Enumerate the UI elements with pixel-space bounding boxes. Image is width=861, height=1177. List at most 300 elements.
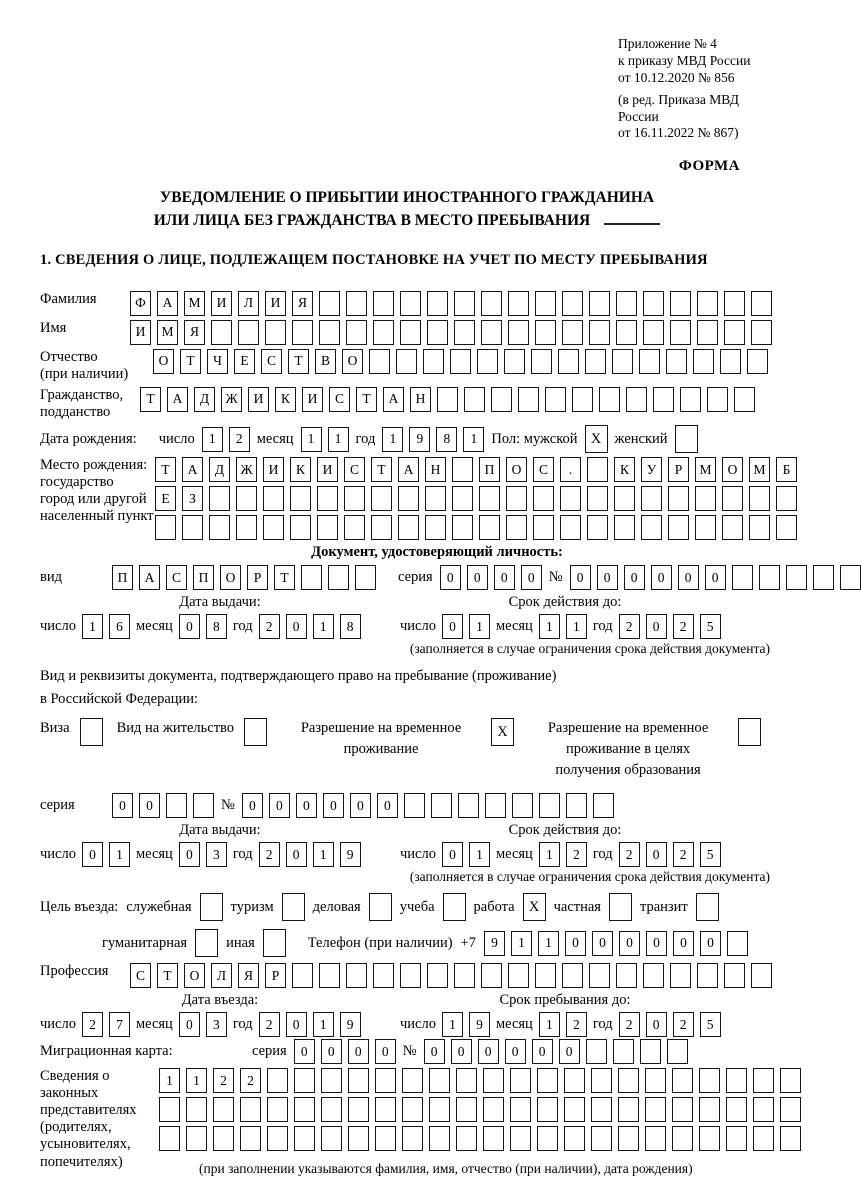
char-cell[interactable] xyxy=(668,515,689,540)
char-cell[interactable] xyxy=(749,486,770,511)
char-cell[interactable]: 0 xyxy=(597,565,618,590)
char-cell[interactable]: 0 xyxy=(505,1039,526,1064)
char-cell[interactable] xyxy=(614,486,635,511)
sex-female-checkbox[interactable] xyxy=(675,425,698,453)
entry-year-cells[interactable] xyxy=(259,1012,361,1037)
char-cell[interactable] xyxy=(506,486,527,511)
char-cell[interactable]: 0 xyxy=(521,565,542,590)
char-cell[interactable] xyxy=(533,515,554,540)
char-cell[interactable]: 0 xyxy=(321,1039,342,1064)
char-cell[interactable]: 2 xyxy=(619,842,640,867)
char-cell[interactable] xyxy=(425,515,446,540)
char-cell[interactable]: И xyxy=(317,457,338,482)
char-cell[interactable] xyxy=(238,320,259,345)
char-cell[interactable] xyxy=(645,1126,666,1151)
char-cell[interactable]: 0 xyxy=(440,565,461,590)
char-cell[interactable] xyxy=(666,349,687,374)
char-cell[interactable]: 0 xyxy=(424,1039,445,1064)
char-cell[interactable]: 0 xyxy=(242,793,263,818)
char-cell[interactable]: 0 xyxy=(294,1039,315,1064)
char-cell[interactable] xyxy=(301,565,322,590)
char-cell[interactable] xyxy=(263,515,284,540)
char-cell[interactable]: 2 xyxy=(259,1012,280,1037)
char-cell[interactable]: Я xyxy=(184,320,205,345)
char-cell[interactable] xyxy=(355,565,376,590)
char-cell[interactable] xyxy=(454,291,475,316)
char-cell[interactable] xyxy=(348,1126,369,1151)
char-cell[interactable]: 0 xyxy=(179,1012,200,1037)
char-cell[interactable] xyxy=(344,486,365,511)
char-cell[interactable] xyxy=(641,486,662,511)
char-cell[interactable] xyxy=(564,1126,585,1151)
char-cell[interactable]: Е xyxy=(234,349,255,374)
char-cell[interactable] xyxy=(209,515,230,540)
char-cell[interactable]: 2 xyxy=(673,614,694,639)
char-cell[interactable]: 2 xyxy=(673,1012,694,1037)
char-cell[interactable] xyxy=(346,963,367,988)
char-cell[interactable] xyxy=(456,1068,477,1093)
char-cell[interactable] xyxy=(616,320,637,345)
char-cell[interactable]: 2 xyxy=(259,614,280,639)
char-cell[interactable]: У xyxy=(641,457,662,482)
issue-day-cells[interactable] xyxy=(82,614,130,639)
birth-place-cells-row3[interactable] xyxy=(155,515,797,540)
char-cell[interactable] xyxy=(510,1097,531,1122)
char-cell[interactable] xyxy=(643,320,664,345)
char-cell[interactable] xyxy=(616,963,637,988)
char-cell[interactable] xyxy=(545,387,566,412)
char-cell[interactable] xyxy=(240,1126,261,1151)
char-cell[interactable] xyxy=(562,320,583,345)
sex-male-checkbox[interactable]: X xyxy=(585,425,608,453)
char-cell[interactable] xyxy=(400,320,421,345)
char-cell[interactable]: 0 xyxy=(323,793,344,818)
char-cell[interactable] xyxy=(672,1126,693,1151)
char-cell[interactable] xyxy=(726,1068,747,1093)
char-cell[interactable] xyxy=(749,515,770,540)
char-cell[interactable] xyxy=(398,515,419,540)
char-cell[interactable] xyxy=(786,565,807,590)
rvp-issue-month-cells[interactable] xyxy=(179,842,227,867)
char-cell[interactable] xyxy=(479,486,500,511)
purpose-commercial-checkbox[interactable] xyxy=(369,893,392,921)
char-cell[interactable]: Р xyxy=(247,565,268,590)
identity-doc-number-cells[interactable] xyxy=(570,565,861,590)
char-cell[interactable]: 0 xyxy=(619,931,640,956)
char-cell[interactable]: 0 xyxy=(442,842,463,867)
purpose-business-checkbox[interactable] xyxy=(200,893,223,921)
char-cell[interactable] xyxy=(402,1097,423,1122)
char-cell[interactable] xyxy=(776,486,797,511)
char-cell[interactable]: 2 xyxy=(213,1068,234,1093)
char-cell[interactable]: 9 xyxy=(469,1012,490,1037)
name-cells[interactable] xyxy=(130,320,772,345)
char-cell[interactable]: П xyxy=(479,457,500,482)
char-cell[interactable]: Б xyxy=(776,457,797,482)
char-cell[interactable]: 1 xyxy=(382,427,403,452)
char-cell[interactable] xyxy=(618,1097,639,1122)
char-cell[interactable]: С xyxy=(344,457,365,482)
char-cell[interactable]: 0 xyxy=(179,614,200,639)
char-cell[interactable]: С xyxy=(166,565,187,590)
char-cell[interactable] xyxy=(535,320,556,345)
char-cell[interactable] xyxy=(464,387,485,412)
char-cell[interactable] xyxy=(667,1039,688,1064)
char-cell[interactable]: 7 xyxy=(109,1012,130,1037)
char-cell[interactable]: 1 xyxy=(511,931,532,956)
char-cell[interactable]: 2 xyxy=(619,1012,640,1037)
char-cell[interactable]: 0 xyxy=(286,1012,307,1037)
char-cell[interactable] xyxy=(481,963,502,988)
char-cell[interactable] xyxy=(209,486,230,511)
char-cell[interactable]: 2 xyxy=(619,614,640,639)
char-cell[interactable]: 9 xyxy=(340,842,361,867)
char-cell[interactable]: К xyxy=(275,387,296,412)
char-cell[interactable]: И xyxy=(211,291,232,316)
char-cell[interactable] xyxy=(292,963,313,988)
char-cell[interactable]: 9 xyxy=(484,931,505,956)
char-cell[interactable] xyxy=(427,291,448,316)
char-cell[interactable]: 0 xyxy=(592,931,613,956)
char-cell[interactable]: 1 xyxy=(538,931,559,956)
char-cell[interactable] xyxy=(780,1068,801,1093)
profession-cells[interactable] xyxy=(130,963,772,988)
char-cell[interactable] xyxy=(166,793,187,818)
char-cell[interactable]: 0 xyxy=(705,565,726,590)
char-cell[interactable]: Е xyxy=(155,486,176,511)
char-cell[interactable] xyxy=(589,963,610,988)
char-cell[interactable] xyxy=(479,515,500,540)
char-cell[interactable]: 0 xyxy=(646,842,667,867)
char-cell[interactable] xyxy=(483,1126,504,1151)
stay-year-cells[interactable] xyxy=(619,1012,721,1037)
char-cell[interactable] xyxy=(452,457,473,482)
char-cell[interactable]: 5 xyxy=(700,1012,721,1037)
char-cell[interactable] xyxy=(159,1097,180,1122)
char-cell[interactable] xyxy=(348,1068,369,1093)
char-cell[interactable]: З xyxy=(182,486,203,511)
expiry-day-cells[interactable] xyxy=(442,614,490,639)
char-cell[interactable]: 1 xyxy=(463,427,484,452)
char-cell[interactable] xyxy=(672,1097,693,1122)
char-cell[interactable] xyxy=(618,1068,639,1093)
char-cell[interactable] xyxy=(645,1068,666,1093)
char-cell[interactable]: 0 xyxy=(348,1039,369,1064)
char-cell[interactable] xyxy=(400,291,421,316)
char-cell[interactable] xyxy=(400,963,421,988)
char-cell[interactable] xyxy=(587,486,608,511)
char-cell[interactable] xyxy=(670,291,691,316)
char-cell[interactable] xyxy=(560,486,581,511)
char-cell[interactable] xyxy=(263,486,284,511)
char-cell[interactable]: 0 xyxy=(646,614,667,639)
char-cell[interactable] xyxy=(722,486,743,511)
purpose-other-checkbox[interactable] xyxy=(263,929,286,957)
char-cell[interactable] xyxy=(485,793,506,818)
char-cell[interactable] xyxy=(182,515,203,540)
char-cell[interactable] xyxy=(599,387,620,412)
char-cell[interactable] xyxy=(346,291,367,316)
char-cell[interactable]: О xyxy=(722,457,743,482)
char-cell[interactable] xyxy=(751,320,772,345)
char-cell[interactable]: А xyxy=(398,457,419,482)
char-cell[interactable] xyxy=(616,291,637,316)
char-cell[interactable] xyxy=(373,963,394,988)
char-cell[interactable] xyxy=(429,1126,450,1151)
char-cell[interactable] xyxy=(562,963,583,988)
char-cell[interactable]: 1 xyxy=(202,427,223,452)
char-cell[interactable] xyxy=(431,793,452,818)
rvp-issue-year-cells[interactable] xyxy=(259,842,361,867)
citizenship-cells[interactable] xyxy=(140,387,755,412)
char-cell[interactable]: 6 xyxy=(109,614,130,639)
char-cell[interactable]: 2 xyxy=(229,427,250,452)
char-cell[interactable]: 0 xyxy=(494,565,515,590)
char-cell[interactable] xyxy=(693,349,714,374)
char-cell[interactable] xyxy=(626,387,647,412)
char-cell[interactable] xyxy=(317,486,338,511)
char-cell[interactable] xyxy=(727,931,748,956)
char-cell[interactable] xyxy=(726,1097,747,1122)
char-cell[interactable] xyxy=(640,1039,661,1064)
char-cell[interactable]: Т xyxy=(155,457,176,482)
char-cell[interactable]: С xyxy=(130,963,151,988)
char-cell[interactable]: А xyxy=(167,387,188,412)
char-cell[interactable]: 0 xyxy=(269,793,290,818)
patronymic-cells[interactable] xyxy=(153,349,768,374)
rvp-issue-day-cells[interactable] xyxy=(82,842,130,867)
char-cell[interactable] xyxy=(427,963,448,988)
char-cell[interactable]: Т xyxy=(157,963,178,988)
char-cell[interactable] xyxy=(294,1068,315,1093)
char-cell[interactable]: Ф xyxy=(130,291,151,316)
char-cell[interactable] xyxy=(321,1068,342,1093)
char-cell[interactable] xyxy=(267,1068,288,1093)
char-cell[interactable] xyxy=(404,793,425,818)
char-cell[interactable] xyxy=(724,963,745,988)
char-cell[interactable] xyxy=(614,515,635,540)
char-cell[interactable] xyxy=(292,320,313,345)
char-cell[interactable] xyxy=(697,320,718,345)
char-cell[interactable] xyxy=(477,349,498,374)
option-residence-permit-checkbox[interactable] xyxy=(244,718,267,746)
char-cell[interactable] xyxy=(508,963,529,988)
char-cell[interactable]: Ж xyxy=(221,387,242,412)
char-cell[interactable]: 8 xyxy=(340,614,361,639)
char-cell[interactable] xyxy=(481,320,502,345)
char-cell[interactable]: Т xyxy=(274,565,295,590)
char-cell[interactable] xyxy=(240,1097,261,1122)
char-cell[interactable] xyxy=(537,1068,558,1093)
char-cell[interactable]: Т xyxy=(371,457,392,482)
char-cell[interactable] xyxy=(504,349,525,374)
char-cell[interactable]: 1 xyxy=(159,1068,180,1093)
char-cell[interactable]: М xyxy=(695,457,716,482)
char-cell[interactable]: И xyxy=(265,291,286,316)
char-cell[interactable] xyxy=(707,387,728,412)
char-cell[interactable] xyxy=(585,349,606,374)
char-cell[interactable] xyxy=(402,1126,423,1151)
option-temp-residence-checkbox[interactable]: X xyxy=(491,718,514,746)
char-cell[interactable]: 1 xyxy=(469,614,490,639)
char-cell[interactable] xyxy=(506,515,527,540)
char-cell[interactable]: Я xyxy=(238,963,259,988)
char-cell[interactable]: 9 xyxy=(409,427,430,452)
surname-cells[interactable] xyxy=(130,291,772,316)
char-cell[interactable]: С xyxy=(533,457,554,482)
char-cell[interactable] xyxy=(321,1097,342,1122)
char-cell[interactable]: 1 xyxy=(313,1012,334,1037)
char-cell[interactable]: 1 xyxy=(566,614,587,639)
char-cell[interactable] xyxy=(680,387,701,412)
char-cell[interactable] xyxy=(780,1126,801,1151)
char-cell[interactable]: О xyxy=(184,963,205,988)
char-cell[interactable] xyxy=(753,1097,774,1122)
char-cell[interactable] xyxy=(724,291,745,316)
char-cell[interactable]: О xyxy=(342,349,363,374)
char-cell[interactable] xyxy=(537,1097,558,1122)
char-cell[interactable]: 1 xyxy=(469,842,490,867)
char-cell[interactable]: Т xyxy=(288,349,309,374)
char-cell[interactable]: 0 xyxy=(139,793,160,818)
char-cell[interactable]: 0 xyxy=(478,1039,499,1064)
char-cell[interactable] xyxy=(319,291,340,316)
char-cell[interactable]: 0 xyxy=(296,793,317,818)
char-cell[interactable]: 2 xyxy=(82,1012,103,1037)
char-cell[interactable] xyxy=(294,1126,315,1151)
char-cell[interactable]: 1 xyxy=(82,614,103,639)
char-cell[interactable] xyxy=(265,320,286,345)
char-cell[interactable]: А xyxy=(383,387,404,412)
char-cell[interactable]: О xyxy=(506,457,527,482)
char-cell[interactable] xyxy=(533,486,554,511)
char-cell[interactable]: 0 xyxy=(467,565,488,590)
purpose-private-checkbox[interactable] xyxy=(609,893,632,921)
birth-month-cells[interactable] xyxy=(301,427,349,452)
char-cell[interactable]: . xyxy=(560,457,581,482)
char-cell[interactable] xyxy=(653,387,674,412)
char-cell[interactable] xyxy=(566,793,587,818)
char-cell[interactable] xyxy=(346,320,367,345)
char-cell[interactable] xyxy=(375,1068,396,1093)
identity-doc-kind-cells[interactable] xyxy=(112,565,376,590)
char-cell[interactable] xyxy=(572,387,593,412)
char-cell[interactable] xyxy=(508,320,529,345)
char-cell[interactable]: П xyxy=(193,565,214,590)
char-cell[interactable] xyxy=(558,349,579,374)
entry-month-cells[interactable] xyxy=(179,1012,227,1037)
char-cell[interactable] xyxy=(695,515,716,540)
char-cell[interactable]: 0 xyxy=(532,1039,553,1064)
char-cell[interactable] xyxy=(211,320,232,345)
char-cell[interactable] xyxy=(776,515,797,540)
char-cell[interactable] xyxy=(344,515,365,540)
char-cell[interactable] xyxy=(564,1068,585,1093)
char-cell[interactable] xyxy=(236,486,257,511)
char-cell[interactable]: 0 xyxy=(286,842,307,867)
char-cell[interactable] xyxy=(510,1068,531,1093)
char-cell[interactable]: 0 xyxy=(565,931,586,956)
representatives-cells-row3[interactable] xyxy=(159,1126,801,1151)
residence-doc-series-cells[interactable] xyxy=(112,793,214,818)
rvp-expiry-year-cells[interactable] xyxy=(619,842,721,867)
char-cell[interactable] xyxy=(321,1126,342,1151)
char-cell[interactable]: И xyxy=(302,387,323,412)
char-cell[interactable]: 0 xyxy=(451,1039,472,1064)
char-cell[interactable]: 0 xyxy=(570,565,591,590)
char-cell[interactable]: 0 xyxy=(377,793,398,818)
char-cell[interactable] xyxy=(518,387,539,412)
char-cell[interactable]: К xyxy=(614,457,635,482)
char-cell[interactable] xyxy=(456,1126,477,1151)
char-cell[interactable] xyxy=(267,1126,288,1151)
char-cell[interactable]: Т xyxy=(180,349,201,374)
char-cell[interactable] xyxy=(645,1097,666,1122)
stay-day-cells[interactable] xyxy=(442,1012,490,1037)
char-cell[interactable] xyxy=(535,291,556,316)
char-cell[interactable]: 0 xyxy=(350,793,371,818)
char-cell[interactable]: В xyxy=(315,349,336,374)
char-cell[interactable]: И xyxy=(248,387,269,412)
char-cell[interactable]: 0 xyxy=(673,931,694,956)
char-cell[interactable] xyxy=(452,486,473,511)
char-cell[interactable] xyxy=(450,349,471,374)
char-cell[interactable] xyxy=(840,565,861,590)
char-cell[interactable]: 1 xyxy=(186,1068,207,1093)
char-cell[interactable]: П xyxy=(112,565,133,590)
purpose-study-checkbox[interactable] xyxy=(443,893,466,921)
char-cell[interactable]: 5 xyxy=(700,614,721,639)
char-cell[interactable] xyxy=(562,291,583,316)
char-cell[interactable]: 0 xyxy=(651,565,672,590)
char-cell[interactable]: И xyxy=(263,457,284,482)
char-cell[interactable]: 1 xyxy=(313,842,334,867)
char-cell[interactable]: 0 xyxy=(559,1039,580,1064)
char-cell[interactable] xyxy=(720,349,741,374)
char-cell[interactable] xyxy=(375,1126,396,1151)
char-cell[interactable]: 2 xyxy=(259,842,280,867)
birth-place-cells-row2[interactable] xyxy=(155,486,797,511)
char-cell[interactable] xyxy=(753,1068,774,1093)
identity-doc-series-cells[interactable] xyxy=(440,565,542,590)
char-cell[interactable]: Н xyxy=(410,387,431,412)
purpose-work-checkbox[interactable]: X xyxy=(523,893,546,921)
purpose-tourism-checkbox[interactable] xyxy=(282,893,305,921)
birth-place-cells-row1[interactable] xyxy=(155,457,797,482)
char-cell[interactable]: 0 xyxy=(700,931,721,956)
char-cell[interactable] xyxy=(398,486,419,511)
char-cell[interactable]: Д xyxy=(194,387,215,412)
char-cell[interactable] xyxy=(539,793,560,818)
char-cell[interactable]: 3 xyxy=(206,1012,227,1037)
char-cell[interactable] xyxy=(593,793,614,818)
char-cell[interactable] xyxy=(537,1126,558,1151)
char-cell[interactable] xyxy=(753,1126,774,1151)
char-cell[interactable] xyxy=(186,1097,207,1122)
char-cell[interactable] xyxy=(589,320,610,345)
char-cell[interactable] xyxy=(402,1068,423,1093)
char-cell[interactable]: Д xyxy=(209,457,230,482)
char-cell[interactable] xyxy=(508,291,529,316)
char-cell[interactable]: 1 xyxy=(539,1012,560,1037)
char-cell[interactable]: 1 xyxy=(109,842,130,867)
char-cell[interactable] xyxy=(699,1068,720,1093)
char-cell[interactable] xyxy=(612,349,633,374)
char-cell[interactable] xyxy=(373,320,394,345)
char-cell[interactable] xyxy=(371,515,392,540)
char-cell[interactable] xyxy=(458,793,479,818)
char-cell[interactable] xyxy=(429,1068,450,1093)
